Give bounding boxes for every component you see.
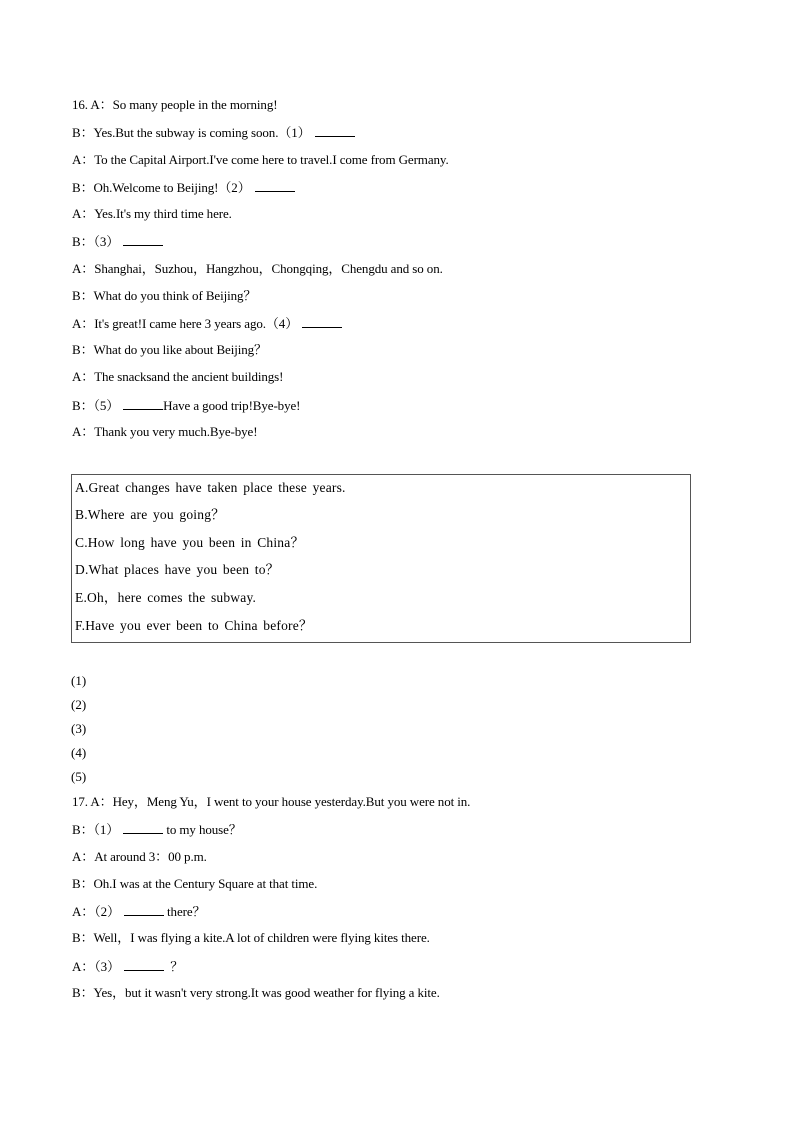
q17-line-3: A：At around 3：00 p.m. (72, 849, 207, 864)
q17-line-6: B：Well，I was flying a kite.A lot of children were flying kites there. (72, 930, 430, 945)
answer-blank[interactable] (123, 397, 163, 410)
q16-line-3: A：To the Capital Airport.I've come here to travel.I come from Germany. (72, 152, 449, 167)
answer-number-4: (4) (71, 745, 87, 760)
q17-line-8: B：Yes，but it wasn't very strong.It was good weather for flying a kite. (72, 985, 440, 1000)
answer-number-2: (2) (71, 697, 87, 712)
answer-blank[interactable] (124, 958, 164, 971)
answer-blank[interactable] (123, 233, 163, 246)
q16-line-11: A：The snacksand the ancient buildings! (72, 369, 284, 384)
q17-line-7: A：（3） ？ (72, 959, 184, 974)
q16-line-13: A：Thank you very much.Bye-bye! (72, 424, 258, 439)
q16-line-4: B：Oh.Welcome to Beijing!（2） (72, 179, 295, 196)
answer-blank[interactable] (315, 124, 355, 137)
option-f: F.Have you ever been to China before？ (75, 618, 313, 633)
q16-line-5: A：Yes.It's my third time here. (72, 206, 232, 221)
answer-blank[interactable] (255, 179, 295, 192)
q16-line-1: 16. A：So many people in the morning! (72, 97, 278, 112)
answer-number-5: (5) (71, 769, 87, 784)
q16-line-8: B：What do you think of Beijing？ (72, 288, 257, 303)
option-b: B.Where are you going？ (75, 507, 225, 522)
q17-line-2: B：（1） to my house？ (72, 822, 242, 837)
q16-line-6: B：（3） (72, 233, 163, 250)
option-c: C.How long have you been in China？ (75, 535, 305, 550)
q16-line-9: A：It's great!I came here 3 years ago.（4） (72, 315, 342, 332)
q17-line-4: B：Oh.I was at the Century Square at that time. (72, 876, 318, 891)
q16-line-12: B：（5） Have a good trip!Bye-bye! (72, 398, 301, 413)
q16-line-2: B：Yes.But the subway is coming soon.（1） (72, 124, 355, 141)
answer-number-1: (1) (71, 673, 87, 688)
answer-blank[interactable] (302, 315, 342, 328)
options-box (71, 474, 691, 643)
q17-line-1: 17. A：Hey，Meng Yu，I went to your house yesterday.But you were not in. (72, 794, 471, 809)
q17-line-5: A：（2） there？ (72, 904, 206, 919)
option-e: E.Oh，here comes the subway. (75, 590, 257, 605)
q16-line-10: B：What do you like about Beijing？ (72, 342, 267, 357)
option-a: A.Great changes have taken place these years. (75, 480, 346, 495)
q16-line-7: A：Shanghai，Suzhou，Hangzhou，Chongqing，Chengdu and so on. (72, 261, 443, 276)
answer-number-3: (3) (71, 721, 87, 736)
option-d: D.What places have you been to？ (75, 562, 280, 577)
answer-blank[interactable] (123, 821, 163, 834)
answer-blank[interactable] (124, 903, 164, 916)
